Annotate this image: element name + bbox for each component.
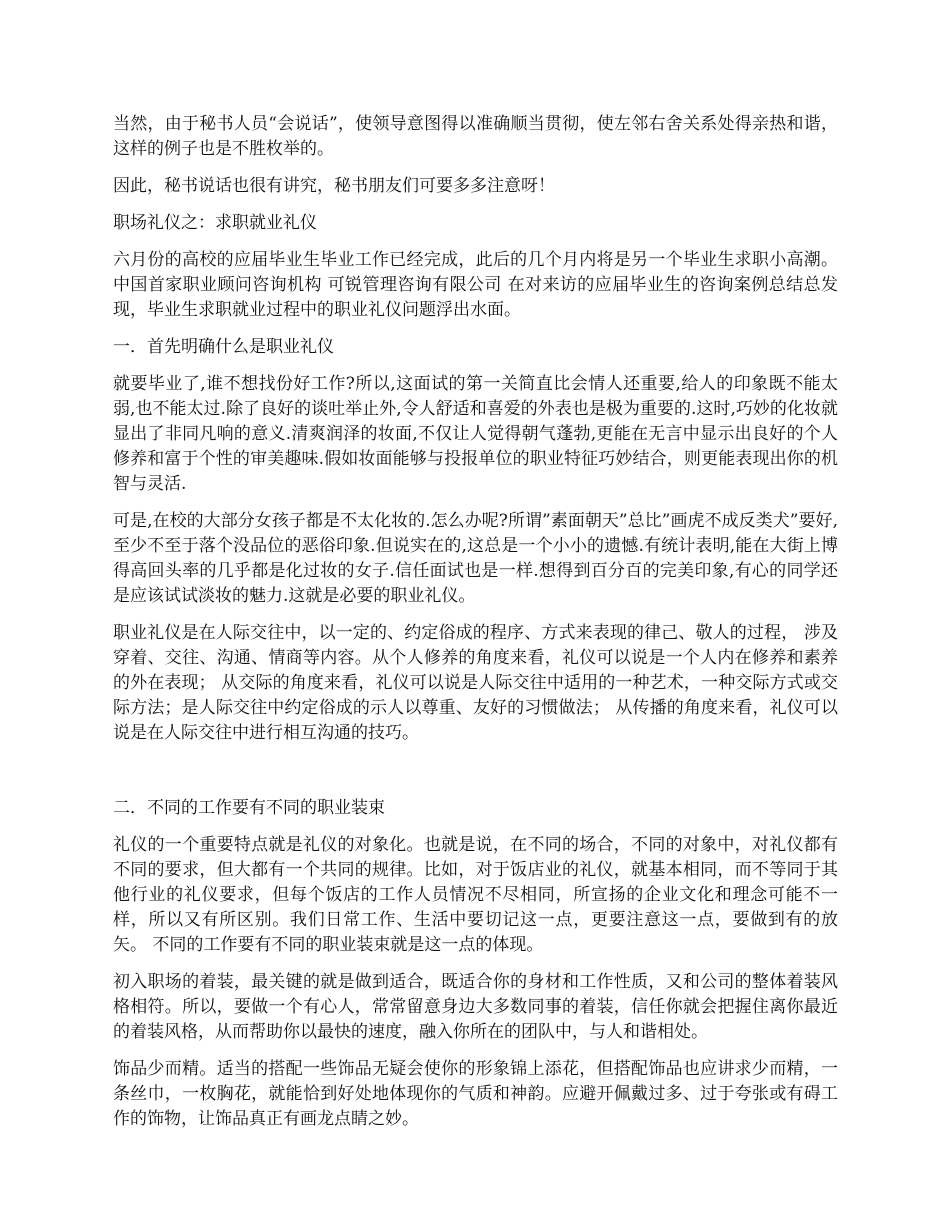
paragraph-conclusion: 因此，秘书说话也很有讲究，秘书朋友们可要多多注意呀！ — [113, 176, 555, 196]
section-spacer — [113, 758, 838, 796]
heading-what-is-etiquette: 一．首先明确什么是职业礼仪 — [113, 337, 334, 357]
paragraph-etiquette-targeting: 礼仪的一个重要特点就是礼仪的对象化。也就是说，在不同的场合，不同的对象中，对礼仪都有不同的要求，但大都有一个共同的规律。比如，对于饭店业的礼仪，就基本相同，而不等同于其他行业的礼仪要求，但每个饭店的工作人员情况不尽相同，所宣扬的企业文化和理念可能不一样，所以又有所区别。我们日常工作、生活中要切记这一点，更要注意这一点，要做到有的放矢。 不同的工作要有不同的职业装束就是这一点的体现。 — [113, 835, 838, 955]
heading-work-attire: 二．不同的工作要有不同的职业装束 — [113, 798, 385, 818]
paragraph-interview-makeup: 就要毕业了,谁不想找份好工作?所以,这面试的第一关简直比会情人还重要,给人的印象既不能太弱,也不能太过.除了良好的谈吐举止外,令人舒适和喜爱的外表也是极为重要的.这时,巧妙的化妆就显出了非同凡响的意义.清爽润泽的妆面,不仅让人觉得朝气蓬勃,更能在无言中显示出良好的个人修养和富于个性的审美趣味.假如妆面能够与投报单位的职业特征巧妙结合，则更能表现出你的机智与灵活. — [113, 374, 838, 494]
paragraph-etiquette-definition: 职业礼仪是在人际交往中，以一定的、约定俗成的程序、方式来表现的律己、敬人的过程， 涉及穿着、交往、沟通、情商等内容。从个人修养的角度来看，礼仪可以说是一个人内在修养和素养的外在表现； 从交际的角度来看，礼仪可以说是人际交往中适用的一种艺术，一种交际方式或交际方法；是人际交往中约定俗成的示人以尊重、友好的习惯做法； 从传播的角度来看，礼仪可以说是在人际交往中进行相互沟通的技巧。 — [113, 623, 838, 743]
paragraph-first-job-attire: 初入职场的着装，最关键的就是做到适合，既适合你的身材和工作性质，又和公司的整体着装风格相符。所以，要做一个有心人，常常留意身边大多数同事的着装，信任你就会把握住离你最近的着装风格，从而帮助你以最快的速度，融入你所在的团队中，与人和谐相处。 — [113, 972, 838, 1042]
paragraph-graduates-intro: 六月份的高校的应届毕业生毕业工作已经完成，此后的几个月内将是另一个毕业生求职小高潮。中国首家职业顾问咨询机构 可锐管理咨询有限公司 在对来访的应届毕业生的咨询案例总结总发现，毕业生求职就业过程中的职业礼仪问题浮出水面。 — [113, 250, 838, 320]
paragraph-accessories: 饰品少而精。适当的搭配一些饰品无疑会使你的形象锦上添花，但搭配饰品也应讲求少而精，一条丝巾，一枚胸花，就能恰到好处地体现你的气质和神韵。应避开佩戴过多、过于夸张或有碍工作的饰物，让饰品真正有画龙点睛之妙。 — [113, 1059, 838, 1129]
section-title-job-etiquette: 职场礼仪之：求职就业礼仪 — [113, 213, 317, 233]
paragraph-light-makeup: 可是,在校的大部分女孩子都是不太化妆的.怎么办呢?所谓”素面朝天”总比”画虎不成反类犬”要好,至少不至于落个没品位的恶俗印象.但说实在的,这总是一个小小的遗憾.有统计表明,能在大街上博得高回头率的几乎都是化过妆的女子.信任面试也是一样.想得到百分百的完美印象,有心的同学还是应该试试淡妆的魅力.这就是必要的职业礼仪。 — [113, 511, 838, 606]
paragraph-secretary-speech: 当然，由于秘书人员“会说话”，使领导意图得以准确顺当贯彻，使左邻右舍关系处得亲热和谐，这样的例子也是不胜枚举的。 — [113, 114, 838, 159]
